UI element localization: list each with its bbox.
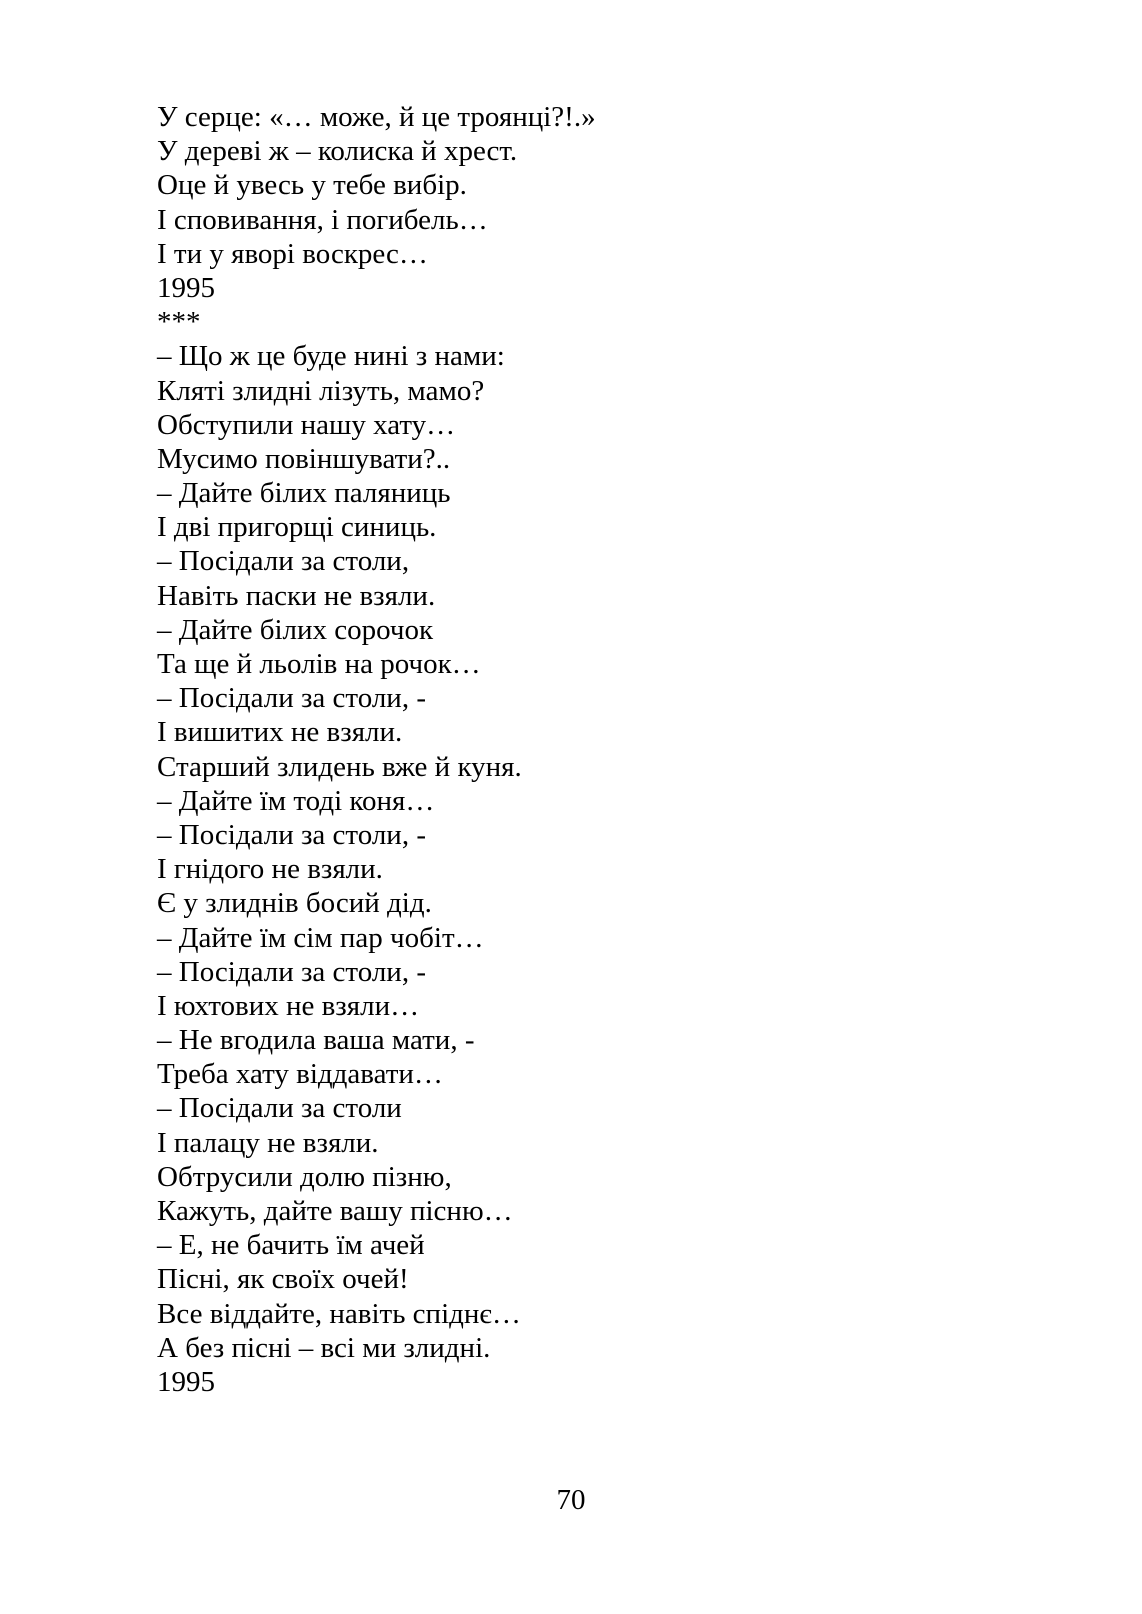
poem-line: У дереві ж – колиска й хрест. xyxy=(157,135,518,168)
section-separator: *** xyxy=(157,306,201,339)
poem-line: Треба хату віддавати… xyxy=(157,1058,443,1091)
poem-line: Та ще й льолів на рочок… xyxy=(157,648,481,680)
poem-line: Старший злидень вже й куня. xyxy=(157,750,522,783)
poem-line: І юхтових не взяли… xyxy=(157,989,420,1022)
poem-line: І сповивання, і погибель… xyxy=(157,203,488,236)
poem-line: І дві пригорщі синиць. xyxy=(157,511,437,544)
poem-line: А без пісні – всі ми злидні. xyxy=(157,1331,491,1364)
poem-line: Є у злиднів босий дід. xyxy=(157,887,432,920)
poem-line: І вишитих не взяли. xyxy=(157,716,403,749)
poem-text xyxy=(157,100,596,1399)
poem-line: У серце: «… може, й це троянці?!.» xyxy=(157,101,596,133)
poem-line: – Е, не бачить їм ачей xyxy=(157,1229,425,1262)
poem-line: – Посідали за столи xyxy=(157,1092,402,1125)
poem-line: І гнідого не взяли. xyxy=(157,853,383,886)
poem-line: І ти у яворі воскрес… xyxy=(157,237,428,270)
poem-line: – Дайте білих паляниць xyxy=(157,477,451,510)
poem-line: – Посідали за столи, - xyxy=(157,682,426,715)
poem-line: – Що ж це буде нині з нами: xyxy=(157,340,505,373)
poem-line: Мусимо повіншувати?.. xyxy=(157,442,451,475)
poem-line: – Посідали за столи, xyxy=(157,545,410,578)
poem-line: Кляті злидні лізуть, мамо? xyxy=(157,374,485,407)
poem-line: Пісні, як своїх очей! xyxy=(157,1263,409,1296)
poem-line: Кажуть, дайте вашу пісню… xyxy=(157,1195,513,1227)
poem-line: Все віддайте, навіть спіднє… xyxy=(157,1297,521,1330)
poem-line: – Посідали за столи, - xyxy=(157,955,426,988)
poem-line: – Дайте їм тоді коня… xyxy=(157,784,435,817)
poem-line: – Дайте їм сім пар чобіт… xyxy=(157,921,484,954)
poem-line: – Не вгодила ваша мати, - xyxy=(157,1024,475,1057)
poem-date: 1995 xyxy=(157,1365,215,1398)
poem-date: 1995 xyxy=(157,271,215,304)
page-number: 70 xyxy=(556,1484,586,1516)
poem-line: Навіть паски не взяли. xyxy=(157,579,436,612)
poem-line: – Дайте білих сорочок xyxy=(157,613,434,646)
poem-line: – Посідали за столи, - xyxy=(157,818,426,851)
poem-line: Обступили нашу хату… xyxy=(157,408,456,441)
poem-line: І палацу не взяли. xyxy=(157,1126,379,1159)
poem-line: Обтрусили долю пізню, xyxy=(157,1160,452,1193)
poem-line: Оце й увесь у тебе вибір. xyxy=(157,169,467,202)
